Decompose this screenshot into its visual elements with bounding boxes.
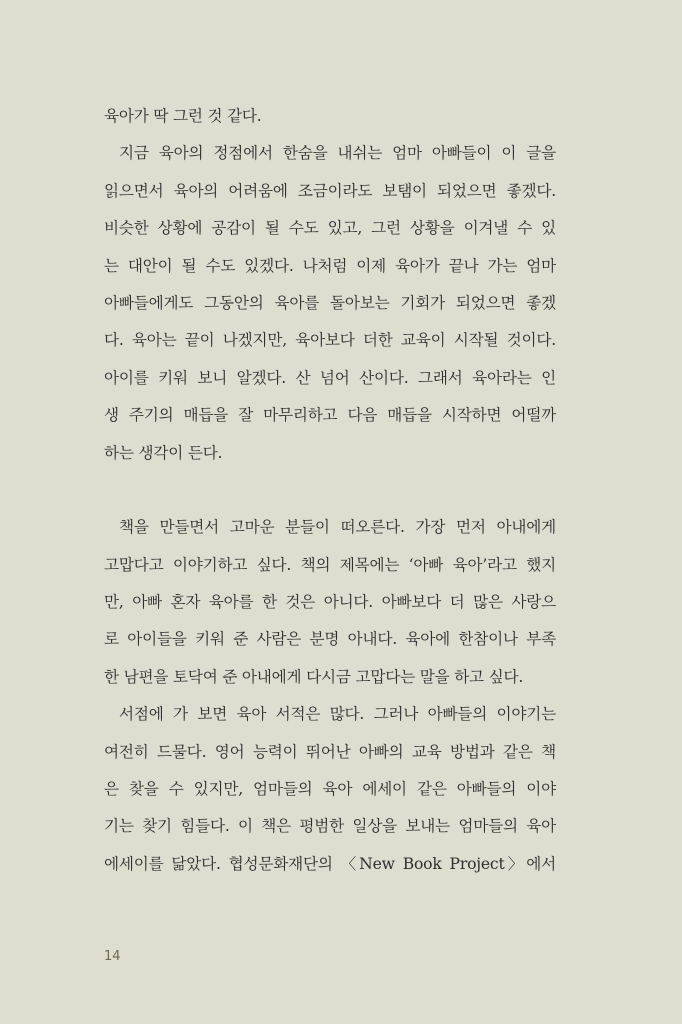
text-line: 아이를 키워 보니 알겠다. 산 넘어 산이다. 그래서 육아라는 인 — [104, 368, 556, 387]
text-line: 지금 육아의 정점에서 한숨을 내쉬는 엄마 아빠들이 이 글을 — [119, 144, 556, 163]
paragraph — [104, 509, 556, 696]
page-number: 14 — [104, 949, 121, 964]
text-line: 아빠들에게도 그동안의 육아를 돌아보는 기회가 되었으면 좋겠 — [104, 293, 556, 312]
text-line: 여전히 드물다. 영어 능력이 뛰어난 아빠의 교육 방법과 같은 책 — [104, 742, 556, 761]
text-line: 비슷한 상황에 공감이 될 수도 있고, 그런 상황을 이겨낼 수 있 — [104, 219, 556, 238]
text-line: 기는 찾기 힘들다. 이 책은 평범한 일상을 보내는 엄마들의 육아 — [104, 817, 556, 836]
text-line: 읽으면서 육아의 어려움에 조금이라도 보탬이 되었으면 좋겠다. — [104, 181, 556, 200]
text-line: 책을 만들면서 고마운 분들이 떠오른다. 가장 먼저 아내에게 — [119, 518, 556, 537]
text-line: 한 남편을 토닥여 준 아내에게 다시금 고맙다는 말을 하고 싶다. — [104, 667, 524, 686]
text-line: 육아가 딱 그런 것 같다. — [104, 107, 262, 125]
text-line: 에세이를 닮았다. 협성문화재단의 〈New Book Project〉에서 — [104, 854, 556, 873]
paragraph — [104, 696, 556, 883]
text-line: 다. 육아는 끝이 나겠지만, 육아보다 더한 교육이 시작될 것이다. — [104, 331, 556, 350]
text-line: 는 대안이 될 수도 있겠다. 나처럼 이제 육아가 끝나 가는 엄마 — [104, 256, 556, 275]
text-line: 은 찾을 수 있지만, 엄마들의 육아 에세이 같은 아빠들의 이야 — [104, 780, 556, 799]
text-line: 하는 생각이 든다. — [104, 443, 223, 462]
paragraph — [104, 98, 556, 135]
text-line: 로 아이들을 키워 준 사람은 분명 아내다. 육아에 한참이나 부족 — [104, 630, 556, 649]
paragraph-gap — [104, 472, 556, 509]
text-line: 생 주기의 매듭을 잘 마무리하고 다음 매듭을 시작하면 어떨까 — [104, 406, 556, 425]
text-line: 고맙다고 이야기하고 싶다. 책의 제목에는 ‘아빠 육아’라고 했지 — [104, 555, 556, 574]
page-body — [104, 98, 556, 883]
text-line: 만, 아빠 혼자 육아를 한 것은 아니다. 아빠보다 더 많은 사랑으 — [104, 593, 556, 612]
paragraph — [104, 135, 556, 472]
text-line: 서점에 가 보면 육아 서적은 많다. 그러나 아빠들의 이야기는 — [119, 705, 556, 724]
